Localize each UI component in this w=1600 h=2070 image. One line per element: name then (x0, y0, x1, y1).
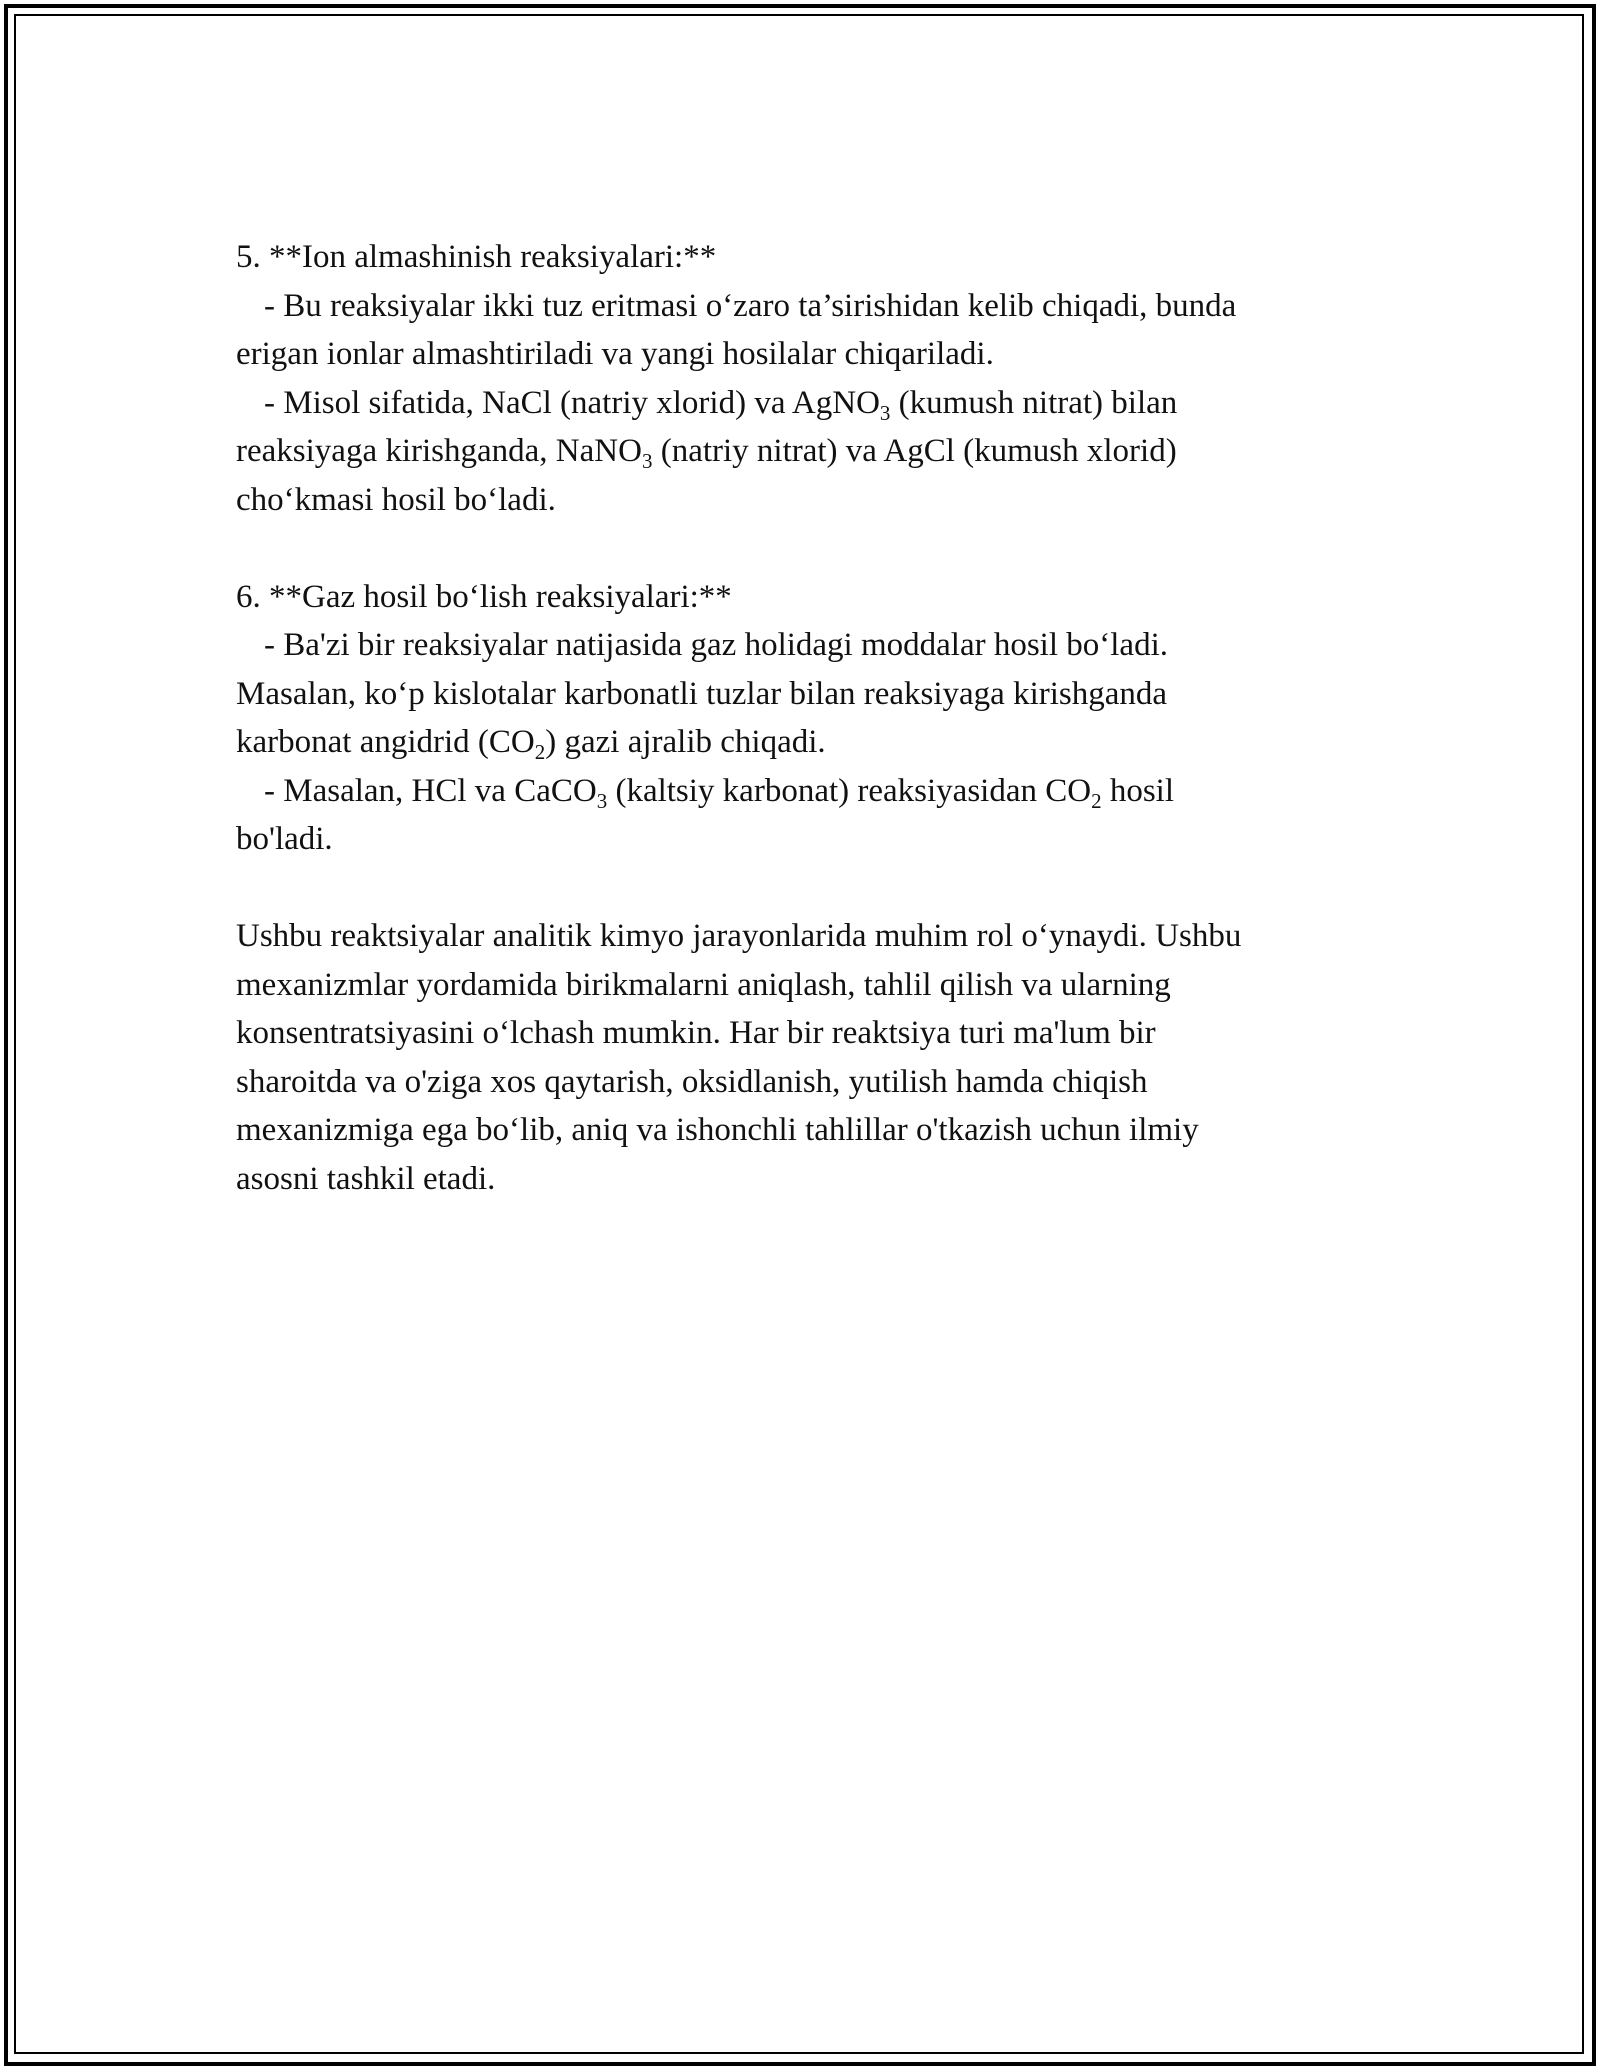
text-segment: reaksiyaga kirishganda, NaNO (236, 433, 642, 469)
conclusion-line-3: konsentratsiyasini o‘lchash mumkin. Har bir reaktsiya turi ma'lum bir (236, 1015, 1156, 1051)
document-body (236, 233, 1386, 1203)
text-segment: (kaltsiy karbonat) reaksiyasidan CO (607, 772, 1092, 809)
conclusion-line-5: mexanizmiga ega bo‘lib, aniq va ishonchli tahlillar o'tkazish uchun ilmiy (236, 1112, 1199, 1148)
conclusion-line-2: mexanizmlar yordamida birikmalarni aniqlash, tahlil qilish va ularning (236, 966, 1171, 1003)
conclusion-line-1: Ushbu reaktsiyalar analitik kimyo jarayonlarida muhim rol o‘ynaydi. Ushbu (236, 918, 1242, 954)
text-segment: (natriy nitrat) va AgCl (kumush xlorid) (652, 433, 1177, 469)
section-6-paragraph-1-line-3 (236, 718, 1386, 767)
section-5-paragraph-2-line-3: cho‘kmasi hosil bo‘ladi. (236, 481, 556, 518)
subscript: 2 (534, 740, 546, 764)
text-segment: (kumush nitrat) bilan (890, 384, 1178, 421)
text-segment: hosil (1101, 772, 1175, 809)
section-6-paragraph-1-line-2: Masalan, ko‘p kislotalar karbonatli tuzlar bilan reaksiyaga kirishganda (236, 675, 1168, 712)
section-6-heading: 6. **Gaz hosil bo‘lish reaksiyalari:** (236, 578, 732, 615)
text-segment: ) gazi ajralib chiqadi. (545, 724, 826, 760)
subscript: 3 (879, 400, 891, 425)
section-5-heading: 5. **Ion almashinish reaksiyalari:** (236, 239, 717, 275)
paragraph-spacer (236, 524, 1386, 573)
section-6-paragraph-2-line-2: bo'ladi. (236, 821, 333, 857)
section-5-paragraph-2-line-2 (236, 427, 1386, 476)
conclusion-line-6: asosni tashkil etadi. (236, 1160, 496, 1197)
section-6-paragraph-1-line-1: - Ba'zi bir reaksiyalar natijasida gaz holidagi moddalar hosil bo‘ladi. (264, 627, 1168, 663)
subscript: 2 (1091, 788, 1102, 813)
section-6-paragraph-2-line-1 (236, 767, 1386, 816)
text-segment: karbonat angidrid (CO (236, 724, 535, 760)
section-5-paragraph-1-line-2: erigan ionlar almashtiriladi va yangi hosilalar chiqariladi. (236, 336, 994, 372)
section-5-paragraph-2-line-1 (236, 379, 1386, 428)
conclusion-line-4: sharoitda va o'ziga xos qaytarish, oksidlanish, yutilish hamda chiqish (236, 1063, 1148, 1100)
subscript: 3 (596, 788, 608, 813)
section-5-paragraph-1-line-1: - Bu reaksiyalar ikki tuz eritmasi o‘zaro ta’sirishidan kelib chiqadi, bunda (264, 287, 1237, 324)
text-segment: - Misol sifatida, NaCl (natriy xlorid) va AgNO (264, 384, 880, 421)
paragraph-spacer (236, 864, 1386, 913)
text-segment: - Masalan, HCl va CaCO (264, 772, 597, 809)
subscript: 3 (641, 449, 653, 473)
